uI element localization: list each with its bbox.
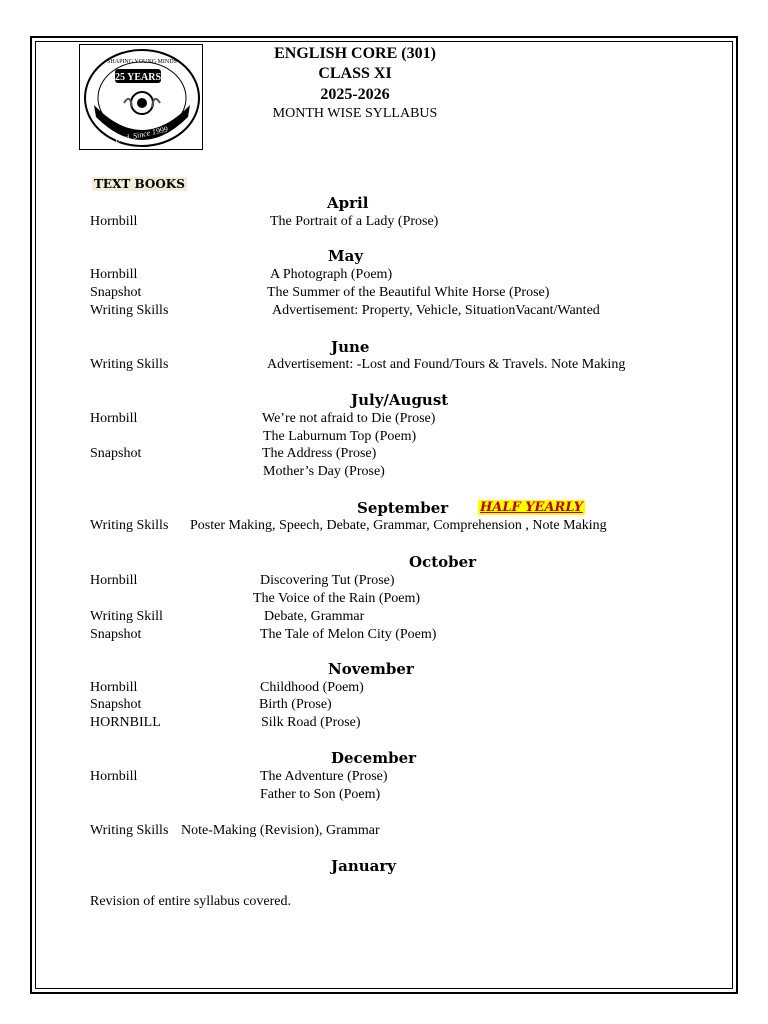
syllabus-subtitle: MONTH WISE SYLLABUS — [272, 106, 438, 121]
month-july-august: July/August — [351, 391, 449, 409]
month-june: June — [331, 338, 370, 356]
text-books-label: TEXT BOOKS — [94, 177, 185, 191]
month-april: April — [327, 194, 369, 212]
chapter-text: The Voice of the Rain (Poem) — [253, 591, 421, 606]
chapter-text: Poster Making, Speech, Debate, Grammar, Comprehension , Note Making — [190, 518, 607, 533]
half-yearly-badge: HALF YEARLY — [480, 500, 583, 515]
book-label: Hornbill — [90, 214, 138, 229]
chapter-text: Advertisement: -Lost and Found/Tours & Travels. Note Making — [267, 357, 626, 372]
chapter-text: Note-Making (Revision), Grammar — [181, 823, 380, 838]
class-title: CLASS XI — [318, 65, 392, 82]
chapter-text: Debate, Grammar — [264, 609, 365, 624]
january-note: Revision of entire syllabus covered. — [90, 894, 292, 909]
svg-text:25 YEARS: 25 YEARS — [114, 72, 162, 83]
book-label: Writing Skills — [90, 357, 169, 372]
month-may: May — [328, 247, 364, 265]
book-label: Hornbill — [90, 680, 138, 695]
chapter-text: Father to Son (Poem) — [260, 787, 381, 802]
session-title: 2025-2026 — [320, 86, 390, 103]
book-label: Writing Skills — [90, 823, 169, 838]
book-label: Hornbill — [90, 267, 138, 282]
book-label: Hornbill — [90, 769, 138, 784]
book-label: Writing Skills — [90, 518, 169, 533]
month-october: October — [409, 553, 477, 571]
chapter-text: The Laburnum Top (Poem) — [263, 429, 417, 444]
book-label: Writing Skill — [90, 609, 163, 624]
book-label: Hornbill — [90, 573, 138, 588]
chapter-text: Advertisement: Property, Vehicle, SituationVacant/Wanted — [272, 303, 600, 318]
chapter-text: Mother’s Day (Prose) — [263, 464, 385, 479]
chapter-text: The Address (Prose) — [262, 446, 377, 461]
chapter-text: Discovering Tut (Prose) — [260, 573, 395, 588]
book-label: HORNBILL — [90, 715, 161, 730]
chapter-text: We’re not afraid to Die (Prose) — [262, 411, 436, 426]
month-december: December — [331, 749, 417, 767]
subject-title: ENGLISH CORE (301) — [274, 45, 436, 62]
chapter-text: Birth (Prose) — [259, 697, 332, 712]
month-november: November — [328, 660, 414, 678]
month-january: January — [331, 857, 396, 875]
school-logo — [79, 44, 203, 150]
chapter-text: The Portrait of a Lady (Prose) — [270, 214, 439, 229]
chapter-text: The Summer of the Beautiful White Horse (Prose) — [267, 285, 550, 300]
svg-text:SHAPING YOUNG MINDS: SHAPING YOUNG MINDS — [107, 59, 177, 65]
svg-text:Estd. Since 1999: Estd. Since 1999 — [114, 124, 169, 145]
chapter-text: The Tale of Melon City (Poem) — [260, 627, 437, 642]
book-label: Hornbill — [90, 411, 138, 426]
chapter-text: Childhood (Poem) — [260, 680, 364, 695]
chapter-text: The Adventure (Prose) — [260, 769, 388, 784]
book-label: Snapshot — [90, 697, 142, 712]
book-label: Writing Skills — [90, 303, 169, 318]
month-september: September — [357, 499, 449, 517]
book-label: Snapshot — [90, 285, 142, 300]
book-label: Snapshot — [90, 446, 142, 461]
book-label: Snapshot — [90, 627, 142, 642]
chapter-text: A Photograph (Poem) — [270, 267, 393, 282]
chapter-text: Silk Road (Prose) — [261, 715, 361, 730]
